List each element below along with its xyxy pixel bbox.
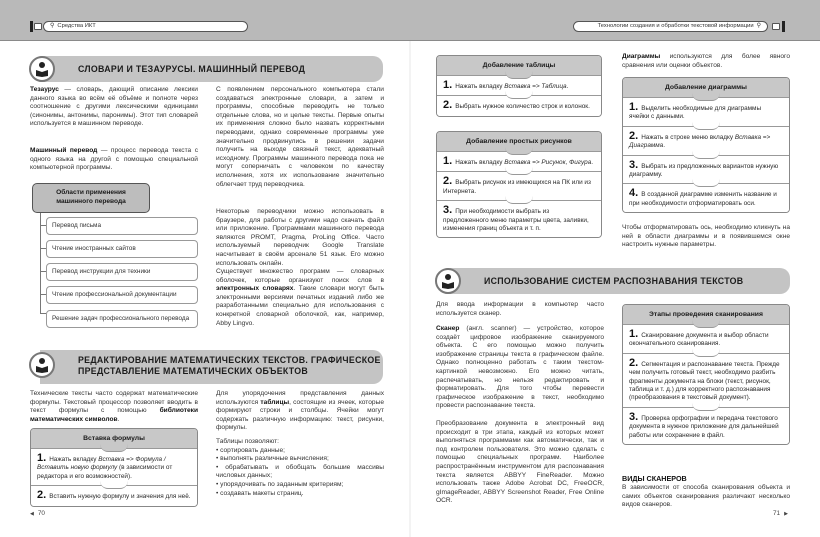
text: Нажать вкладку — [455, 83, 505, 90]
step-2 — [437, 96, 601, 115]
diagram-connector — [40, 213, 41, 313]
step-number: 1. — [443, 79, 453, 91]
step-number: 1. — [37, 452, 47, 464]
add-table-box — [436, 55, 602, 117]
box-title: Вставка формулы — [31, 429, 197, 449]
step-4 — [623, 184, 789, 212]
header-marker-right — [782, 21, 785, 32]
bold-term: Сканер — [436, 325, 460, 332]
text: (в зависимости от редактора и его возможностей). — [37, 464, 173, 480]
step-1 — [31, 449, 197, 486]
text: Проверка орфографии и передача текстового документа в нужное приложение для дальнейшей работы или сохранение в файл. — [629, 414, 779, 439]
text: Нажать в строке меню вкладку — [641, 133, 735, 141]
computer-dictionaries-paragraph: С появлением персонального компьютера стали создаваться электронные словари, а затем и программы, способные переводить не только отдельные слова, но и целые тексты. Первые опыты их применения сложно было назвать корректными переводами, однако современные программы уже значительно продвинулись в решении задачи получить на выходе связный текст, адекватный исходному. Программы машинного перевода пока не могут соперничать с человеком по качеству исполнения, хотя их использование значительно облегчает труд переводчика. — [216, 86, 384, 188]
step-number: 1. — [629, 101, 639, 113]
page-number: 70 — [37, 510, 45, 517]
text: Выбрать нужное количество строк и колонок. — [455, 103, 590, 111]
header-left-title: Средства ИКТ — [57, 23, 96, 29]
reader-icon — [29, 352, 55, 378]
monitor-icon — [772, 23, 780, 30]
diagram-item: Решение задач профессионального перевода — [46, 310, 198, 328]
text: В созданной диаграмме изменить название и при необходимости отформатировать оси. — [629, 191, 777, 207]
text: Вставить нужную формулу и значения для неё. — [49, 493, 191, 501]
step-1 — [437, 76, 601, 96]
text: . — [591, 159, 594, 166]
mt-text: — процесс перевода текста с одного языка на другой с помощью специальной компьютерной программы. — [30, 147, 198, 172]
tables-paragraph — [216, 390, 384, 433]
text: При необходимости выбрать из предложенного меню параметры цвета, заливки, изменения границ объекта и т. п. — [443, 208, 589, 233]
header-right-title: Технологии создания и обработки текстовой информации — [597, 23, 754, 29]
step-number: 2. — [443, 99, 453, 112]
next-page-arrow-icon[interactable]: ▶ — [784, 511, 788, 517]
step-2 — [623, 354, 789, 408]
thesaurus-text: — словарь, дающий описание лексики данного языка во всём её объёме и полноте через соотношение с другими лексическими единицами (синонимы, антонимы, паронимы). Этот тип словарей используется в машинном переводе. — [30, 86, 198, 128]
text: Сканирование документа и выбор области окончательного сканирования. — [629, 332, 769, 348]
bold-term: таблицы — [260, 398, 290, 406]
section-title: СЛОВАРИ И ТЕЗАУРУСЫ. МАШИННЫЙ ПЕРЕВОД — [78, 64, 306, 74]
list-intro: Таблицы позволяют: — [216, 438, 279, 445]
section-title — [78, 355, 381, 377]
title-line: РЕДАКТИРОВАНИЕ МАТЕМАТИЧЕСКИХ ТЕКСТОВ. ГРАФИЧЕСКОЕ — [78, 355, 381, 365]
text: Нажать вкладку — [455, 159, 505, 166]
search-icon: ⚲ — [756, 23, 761, 29]
insert-formula-box — [30, 428, 198, 507]
text: . — [566, 83, 569, 90]
list-item: • создавать макеты страниц. — [216, 490, 384, 499]
list-item: • упорядочивать по заданным критериям; — [216, 481, 384, 490]
step-number: 2. — [629, 356, 639, 369]
box-title: Добавление диаграммы — [623, 78, 789, 98]
diagram-item: Перевод письма — [46, 217, 198, 235]
step-3 — [437, 201, 601, 237]
text: Сегментация и распознавание текста. Прежде чем получить готовый текст, необходимо разбить фрагменты документа на блоки (текст, рисунок, таблица и т. д.) для корректного распознавания (преобразования в текстовый документ). — [629, 360, 780, 402]
bold-term: библиотеки математических символов — [30, 407, 198, 423]
tables-features-list — [216, 447, 384, 499]
search-icon: ⚲ — [50, 23, 55, 29]
tables-allow — [216, 438, 384, 498]
box-title: Добавление простых рисунков — [437, 132, 601, 152]
text: . — [663, 142, 665, 150]
conversion-paragraph: Преобразование документа в электронный вид происходит в три этапа, каждый из которых может выполняться программами как автоматически, так и под контролем пользователя. Это можно сделать с помощью специальных программ. Наиболее распространённым инструментом для распознавания текста является ABBYY FineReader. Можно использовать также Adobe Acrobat DC, FreeOCR, gImageReader, ABBYY Screenshot Reader, Free Online OCR. — [436, 420, 604, 505]
text: Выделить необходимые для диаграммы ячейки с данными. — [629, 105, 762, 121]
step-number: 4. — [629, 187, 639, 200]
bold-term: Диаграммы — [622, 53, 661, 60]
page-gutter — [409, 41, 411, 537]
list-item: • обрабатывать и обобщать большие массивы числовых данных; — [216, 464, 384, 481]
box-title: Этапы проведения сканирования — [623, 305, 789, 325]
text: . — [117, 415, 120, 423]
dictionary-shells-paragraph — [216, 268, 384, 328]
diagram-item: Чтение профессиональной документации — [46, 286, 198, 304]
diagram-item: Перевод инструкции для техники — [46, 263, 198, 281]
thesaurus-term: Тезаурус — [30, 86, 59, 93]
text: (англ. scanner) — устройство, которое создаёт цифровое изображение сканируемого объекта. С его помощью можно получить изображение страницы текста в графическом файле. Однако полноценно работать с таким текстом-картинкой невозможно. Его можно читать, распечатывать, но нельзя редактировать и форматировать. Для того чтобы перевести графическое изображение в текст, необходимо провести распознавание текста. — [436, 325, 604, 410]
monitor-icon — [34, 23, 42, 30]
scanner-intro: Для ввода информации в компьютер часто используется сканер. — [436, 301, 604, 317]
step-number: 2. — [629, 129, 639, 142]
step-2 — [623, 127, 789, 156]
step-number: 2. — [37, 489, 47, 502]
box-title: Добавление таблицы — [437, 56, 601, 76]
text: . Такие словари могут быть электронными версиями печатных изданий либо же разработанными специально для использования с конкретной словарной оболочкой, как, например, Abby Lingvo. — [216, 285, 384, 327]
page-number: 71 — [773, 510, 781, 517]
header-marker-left — [30, 21, 33, 32]
scanner-types-paragraph: В зависимости от способа сканирования объекта и самих объектов сканирования различают несколько видов сканеров. — [622, 484, 790, 509]
axis-format-note: Чтобы отформатировать ось, необходимо кликнуть на ней в области диаграммы и в появившемся окне настроить нужные параметры. — [622, 224, 790, 249]
diagram-title-box: Области применения машинного перевода — [32, 183, 150, 213]
page-number-right — [773, 510, 788, 517]
step-number: 3. — [629, 410, 639, 423]
prev-page-arrow-icon[interactable]: ◀ — [30, 511, 34, 517]
text: Технические тексты часто содержат математические формулы. Текстовый процессор позволяет вводить в текст формулы с помощью — [30, 390, 198, 415]
step-number: 1. — [629, 328, 639, 340]
header-left-search-field — [43, 21, 248, 32]
step-number: 1. — [443, 155, 453, 167]
step-3 — [623, 156, 789, 185]
text: Существует множество программ — словарных оболочек, которые организуют поиск слов в — [216, 268, 384, 284]
list-item: • выполнять различные вычисления; — [216, 455, 384, 464]
math-texts-paragraph — [30, 390, 198, 424]
step-number: 2. — [443, 175, 453, 188]
reader-icon — [435, 268, 461, 294]
text: Выбрать рисунок из имеющихся на ПК или из Интернета. — [443, 179, 591, 195]
step-number: 3. — [443, 204, 453, 217]
add-diagram-box — [622, 77, 790, 213]
step-2 — [31, 486, 197, 505]
reader-icon — [29, 56, 55, 82]
scanner-definition — [436, 325, 604, 411]
section-heading-text-recognition — [446, 268, 790, 294]
text: Выбрать из предложенных вариантов нужную диаграмму. — [629, 162, 779, 179]
text: Для упорядочения представления данных используются — [216, 390, 384, 406]
translators-paragraph: Некоторые переводчики можно использовать в браузере, для работы с другими надо скачать файл или приложение. Программами машинного перевода являются PROMT, Pragma, ProLing Office. Часто используемый переводчик Google Translate насчитывает в своём арсенале 51 язык. Его можно использовать онлайн. — [216, 208, 384, 267]
step-1 — [623, 325, 789, 354]
diagrams-paragraph — [622, 53, 790, 70]
section-heading-math-texts — [40, 350, 383, 384]
text: , состоящие из ячеек, которые формируют строки и столбцы. Ячейки могут содержать различную информацию: текст, рисунки, формулы. — [216, 398, 384, 432]
machine-translation-paragraph — [30, 147, 198, 173]
menu-path: Вставка => Диаграмма — [629, 133, 771, 150]
list-item: • сортировать данные; — [216, 447, 384, 456]
text: Нажать вкладку — [49, 456, 99, 463]
menu-path: Вставка => Таблица — [504, 83, 567, 90]
diagram-item: Чтение иностранных сайтов — [46, 240, 198, 258]
step-2 — [437, 172, 601, 201]
header-right-search-field — [573, 21, 768, 32]
section-title: ИСПОЛЬЗОВАНИЕ СИСТЕМ РАСПОЗНАВАНИЯ ТЕКСТОВ — [484, 276, 744, 286]
scanner-types-heading: ВИДЫ СКАНЕРОВ — [622, 474, 687, 483]
step-number: 3. — [629, 158, 639, 171]
menu-path: Вставка => Рисунок, Фигура — [504, 159, 592, 166]
add-pictures-box — [436, 131, 602, 238]
page-number-left — [30, 510, 45, 517]
section-heading-dictionaries — [40, 56, 383, 82]
scanning-stages-box — [622, 304, 790, 445]
text: используются для более явного сравнения или оценки объектов. — [622, 53, 790, 69]
bold-term: электронных словарях — [216, 285, 294, 293]
step-3 — [623, 408, 789, 444]
step-1 — [623, 98, 789, 127]
step-1 — [437, 152, 601, 172]
menu-path: Вставка => Формула / Вставить новую формулу — [37, 456, 166, 472]
thesaurus-paragraph — [30, 86, 198, 129]
title-line: ПРЕДСТАВЛЕНИЕ МАТЕМАТИЧЕСКИХ ОБЪЕКТОВ — [78, 366, 309, 376]
mt-term: Машинный перевод — [30, 147, 98, 154]
